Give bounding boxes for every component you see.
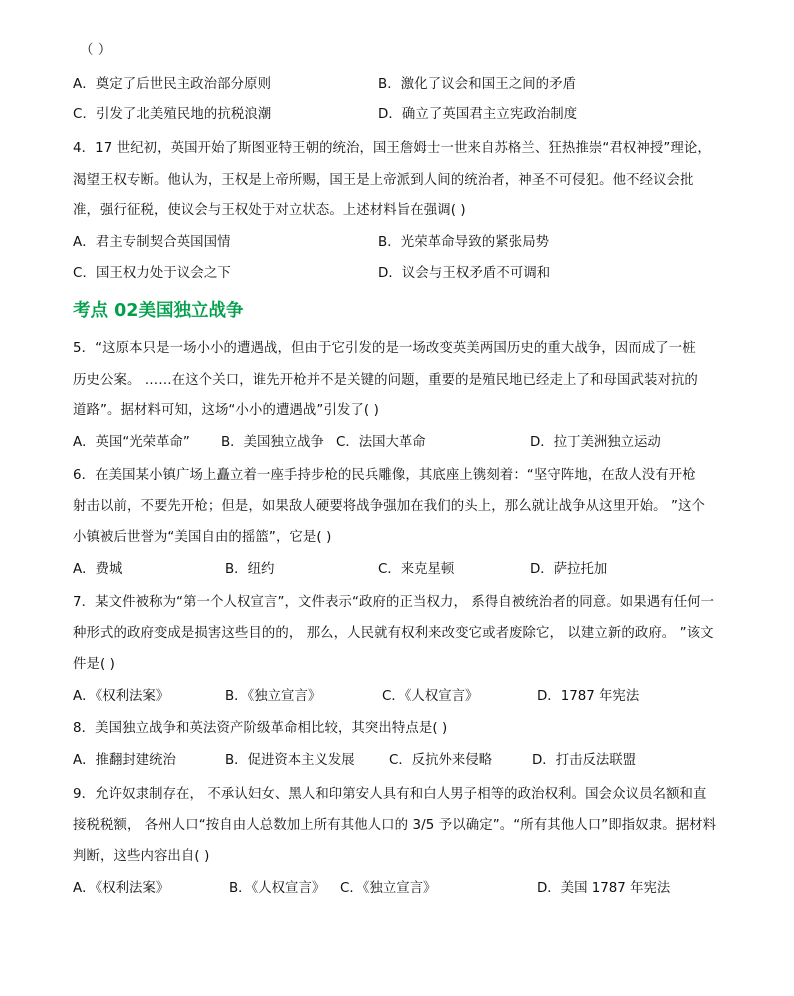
q9-option-c: C．《独立宣言》	[340, 881, 437, 896]
section-heading: 考点 02美国独立战争	[73, 301, 244, 321]
q4-text-line-1: 4．17 世纪初，英国开始了斯图亚特王朝的统治，国王詹姆士一世来自苏格兰、狂热推崇“君权神授”理论，	[73, 141, 711, 156]
q7-option-a: A．《权利法案》	[73, 689, 170, 704]
q5-option-d: D．拉丁美洲独立运动	[530, 435, 661, 450]
q8-option-b: B．促进资本主义发展	[225, 753, 355, 768]
q4-option-c: C．国王权力处于议会之下	[73, 266, 231, 281]
q5-text-line-3: 道路”。据材料可知，这场“小小的遭遇战”引发了( )	[73, 403, 379, 418]
q3-option-a: A．奠定了后世民主政治部分原则	[73, 77, 272, 92]
q7-text-line-1: 7．某文件被称为“第一个人权宣言”，文件表示“政府的正当权力， 系得自被统治者的同意。如果遇有任何一	[73, 595, 715, 610]
q3-option-c: C．引发了北美殖民地的抗税浪潮	[73, 107, 272, 122]
q8-option-a: A．推翻封建统治	[73, 753, 176, 768]
q5-text-line-1: 5．“这原本只是一场小小的遭遇战，但由于它引发的是一场改变英美两国历史的重大战争，因而成了一桩	[73, 341, 696, 356]
q7-option-c: C．《人权宣言》	[382, 689, 479, 704]
q6-text-line-1: 6．在美国某小镇广场上矗立着一座手持步枪的民兵雕像，其底座上镌刻着：“坚守阵地，在敌人没有开枪	[73, 468, 696, 483]
q5-option-a: A．英国“光荣革命”	[73, 435, 190, 450]
q7-option-d: D．1787 年宪法	[537, 689, 640, 704]
q6-option-c: C．来克星顿	[378, 562, 455, 577]
q4-option-d: D．议会与王权矛盾不可调和	[378, 266, 551, 281]
q9-option-d: D．美国 1787 年宪法	[537, 881, 671, 896]
q6-option-d: D．萨拉托加	[530, 562, 608, 577]
q5-text-line-2: 历史公案。 ……在这个关口，谁先开枪并不是关键的问题，重要的是殖民地已经走上了和母国武装对抗的	[73, 373, 698, 388]
q6-text-line-2: 射击以前，不要先开枪；但是，如果敌人硬要将战争强加在我们的头上，那么就让战争从这里开始。 ”这个	[73, 499, 705, 514]
q8-text-line-1: 8．美国独立战争和英法资产阶级革命相比较，其突出特点是( )	[73, 721, 448, 736]
q4-option-b: B．光荣革命导致的紧张局势	[378, 235, 550, 250]
q9-option-a: A．《权利法案》	[73, 881, 170, 896]
q5-option-b: B．美国独立战争	[221, 435, 324, 450]
q9-text-line-2: 接税税额， 各州人口“按自由人总数加上所有其他人口的 3/5 予以确定”。“所有其他人口”即指奴隶。据材料	[73, 818, 717, 833]
q5-option-c: C．法国大革命	[336, 435, 426, 450]
q9-text-line-1: 9．允许奴隶制存在， 不承认妇女、黑人和印第安人具有和白人男子相等的政治权利。国会众议员名额和直	[73, 787, 707, 802]
q3-option-b: B．激化了议会和国王之间的矛盾	[378, 77, 577, 92]
q6-option-a: A．费城	[73, 562, 123, 577]
q9-option-b: B．《人权宣言》	[229, 881, 326, 896]
q3-option-d: D．确立了英国君主立宪政治制度	[378, 107, 578, 122]
q8-option-d: D．打击反法联盟	[532, 753, 637, 768]
q4-text-line-2: 渴望王权专断。他认为，王权是上帝所赐，国王是上帝派到人间的统治者，神圣不可侵犯。他不经议会批	[73, 173, 694, 188]
q4-option-a: A．君主专制契合英国国情	[73, 235, 231, 250]
q7-option-b: B．《独立宣言》	[225, 689, 322, 704]
q3-answer-bracket: （ ）	[80, 43, 112, 58]
q7-text-line-2: 种形式的政府变成是损害这些目的的， 那么，人民就有权利来改变它或者废除它， 以建立新的政府。 ”该文	[73, 626, 714, 641]
q8-option-c: C．反抗外来侵略	[389, 753, 493, 768]
q4-text-line-3: 准，强行征税，使议会与王权处于对立状态。上述材料旨在强调( )	[73, 203, 466, 218]
q9-text-line-3: 判断，这些内容出自( )	[73, 849, 210, 864]
q6-option-b: B．纽约	[225, 562, 275, 577]
q7-text-line-3: 件是( )	[73, 657, 115, 672]
q6-text-line-3: 小镇被后世誉为“美国自由的摇篮”，它是( )	[73, 530, 332, 545]
